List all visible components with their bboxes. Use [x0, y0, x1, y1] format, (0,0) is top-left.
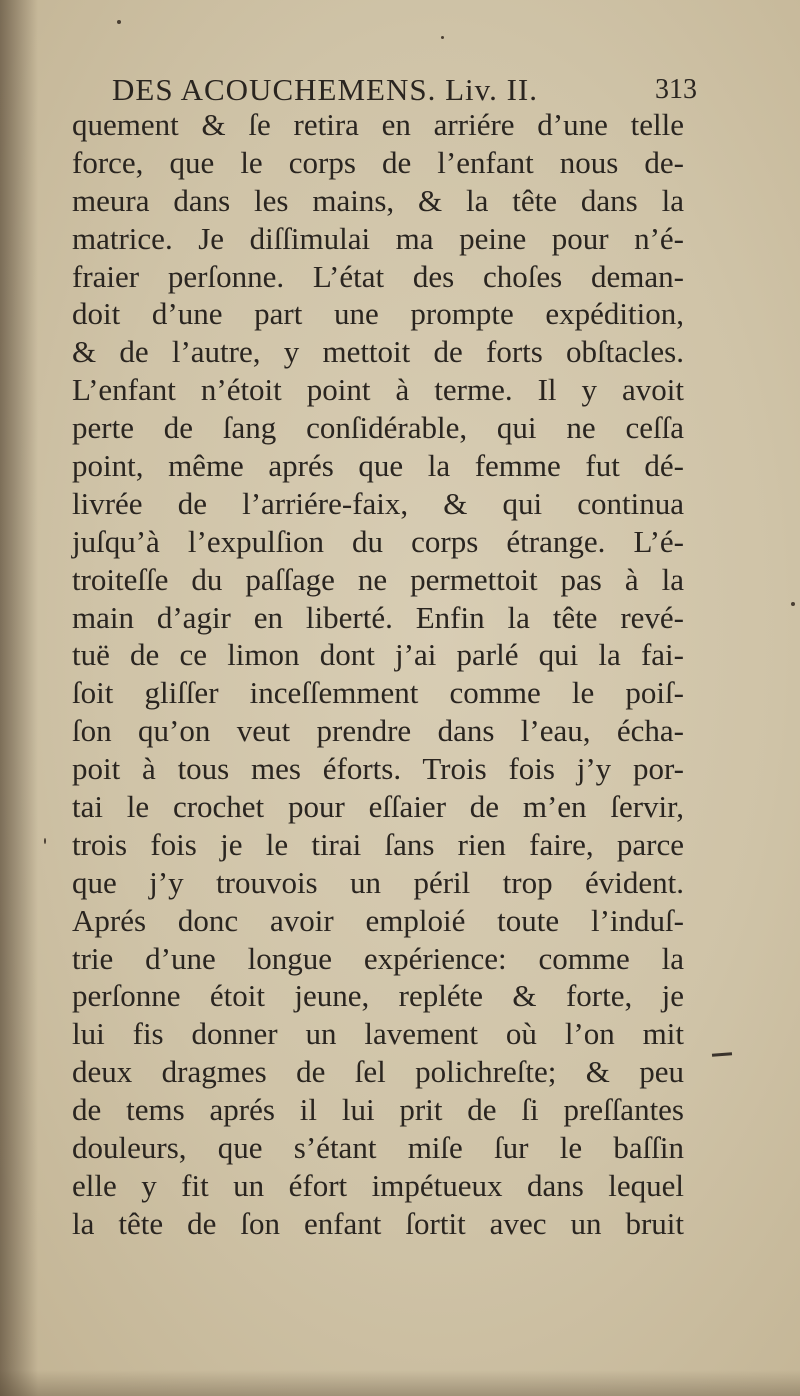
paper-speck	[791, 602, 795, 606]
text-line: fraier perſonne. L’état des choſes deman-	[72, 258, 684, 294]
text-line: perſonne étoit jeune, repléte & forte, je	[72, 978, 684, 1014]
text-line: troiteſſe du paſſage ne permettoit pas à la	[72, 561, 684, 597]
text-line: poit à tous mes éforts. Trois fois j’y por-	[72, 751, 684, 787]
text-line: matrice. Je diſſimulai ma peine pour n’é-	[72, 220, 684, 256]
page-number: 313	[655, 74, 697, 105]
text-line: & de l’autre, y mettoit de forts obſtacles.	[72, 334, 684, 370]
running-head: DES ACOUCHEMENS. Liv. II.	[112, 72, 539, 107]
text-line: trie d’une longue expérience: comme la	[72, 940, 684, 976]
paper-speck	[117, 20, 121, 24]
text-line: point, même aprés que la femme fut dé-	[72, 448, 684, 484]
text-line: doit d’une part une prompte expédition,	[72, 296, 684, 332]
margin-ink-mark	[712, 1052, 732, 1056]
paper-speck	[441, 36, 444, 39]
text-line: que j’y trouvois un péril trop évident.	[72, 864, 684, 900]
text-line: juſqu’à l’expulſion du corps étrange. L’é-	[72, 523, 684, 559]
text-line: quement & ſe retira en arriére d’une telle	[72, 107, 684, 142]
text-line: elle y fit un éfort impétueux dans lequel	[72, 1167, 684, 1203]
text-line: livrée de l’arriére-faix, & qui continua	[72, 485, 684, 521]
text-line: tuë de ce limon dont j’ai parlé qui la fai-	[72, 637, 684, 673]
text-line: trois fois je le tirai ſans rien faire, parce	[72, 826, 684, 862]
page-bottom-edge	[0, 1370, 800, 1396]
paper-speck	[44, 838, 46, 844]
text-line: la tête de ſon enfant ſortit avec un bruit	[72, 1205, 684, 1241]
text-line: main d’agir en liberté. Enfin la tête revé-	[72, 599, 684, 635]
text-line: de tems aprés il lui prit de ſi preſſantes	[72, 1092, 684, 1128]
text-line: lui fis donner un lavement où l’on mit	[72, 1016, 684, 1052]
text-line: tai le crochet pour eſſaier de m’en ſervir,	[72, 789, 684, 825]
text-line: perte de ſang conſidérable, qui ne ceſſa	[72, 410, 684, 446]
text-line: force, que le corps de l’enfant nous de-	[72, 144, 684, 180]
text-line: meura dans les mains, & la tête dans la	[72, 182, 684, 218]
text-line: douleurs, que s’étant miſe ſur le baſſin	[72, 1130, 684, 1166]
text-line: L’enfant n’étoit point à terme. Il y avoit	[72, 372, 684, 408]
body-text	[72, 106, 684, 1243]
text-line: Aprés donc avoir emploié toute l’induſ-	[72, 902, 684, 938]
text-line: deux dragmes de ſel polichreſte; & peu	[72, 1054, 684, 1090]
text-line: ſon qu’on veut prendre dans l’eau, écha-	[72, 713, 684, 749]
text-line: ſoit gliſſer inceſſemment comme le poiſ-	[72, 675, 684, 711]
binding-gutter-shadow	[0, 0, 38, 1396]
